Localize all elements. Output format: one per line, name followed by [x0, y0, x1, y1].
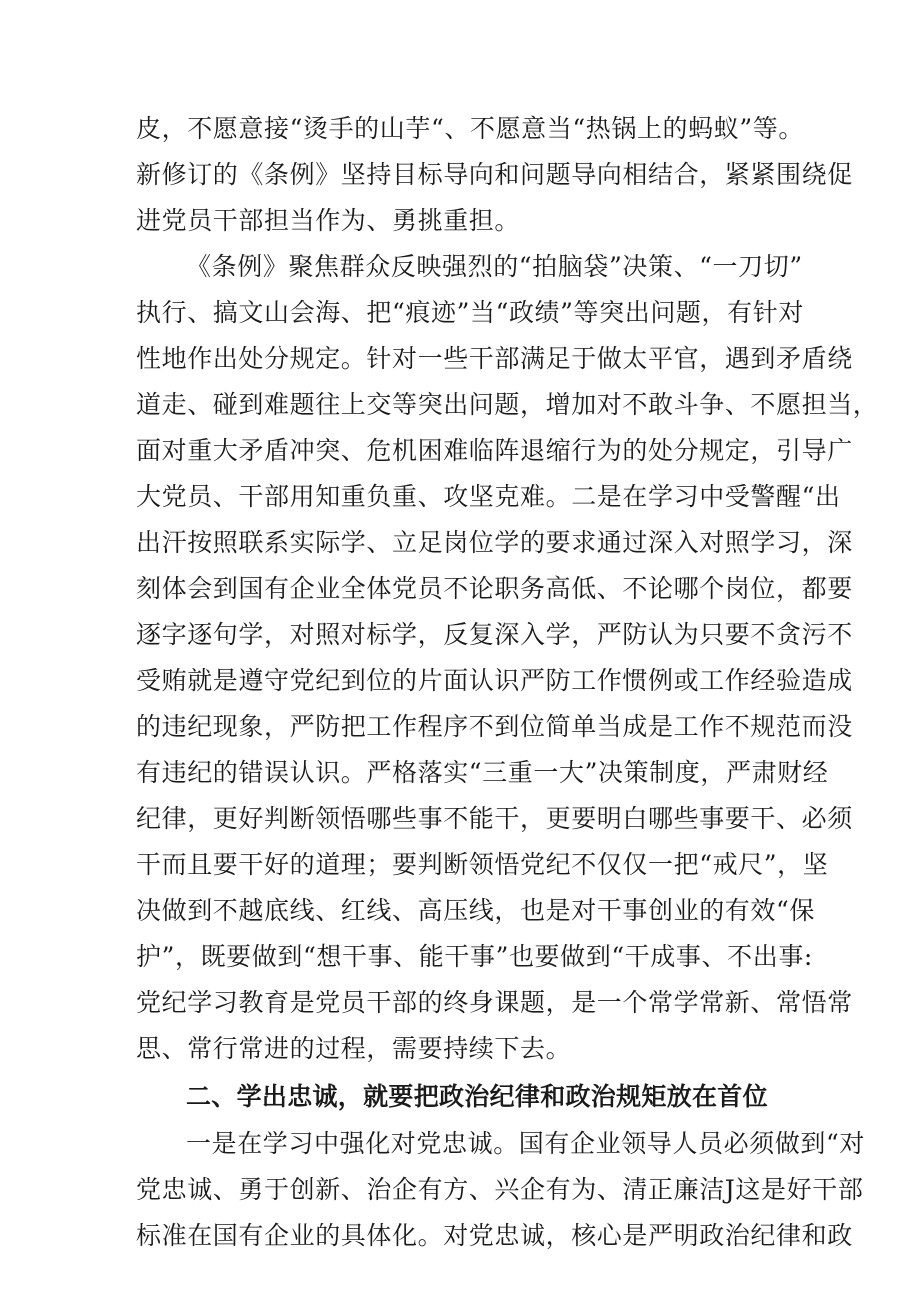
paragraph-line: 皮，不愿意接“烫手的山芋“、不愿意当“热锅上的蚂蚁”等。 [136, 114, 804, 143]
paragraph-line: 刻体会到国有企业全体党员不论职务高低、不论哪个岗位，都要 [136, 574, 853, 603]
paragraph-line: 决做到不越底线、红线、高压线，也是对干事创业的有效“保 [136, 896, 815, 925]
paragraph-line: 性地作出处分规定。针对一些干部满足于做太平官，遇到矛盾绕 [136, 344, 853, 373]
paragraph-line: 有违纪的错误认识。严格落实“三重一大”决策制度，严肃财经 [136, 758, 829, 787]
paragraph-line: 大党员、干部用知重负重、攻坚克难。二是在学习中受警醒“出 [136, 482, 841, 511]
paragraph-line: 纪律，更好判断领悟哪些事不能干，更要明白哪些事要干、必须 [136, 804, 853, 833]
paragraph-line: 的违纪现象，严防把工作程序不到位简单当成是工作不规范而没 [136, 712, 853, 741]
section-heading: 二、学出忠诚，就要把政治纪律和政治规矩放在首位 [186, 1082, 768, 1111]
paragraph-line: 一是在学习中强化对党忠诚。国有企业领导人员必须做到“对 [186, 1129, 865, 1158]
paragraph-line: 护”，既要做到“想干事、能干事”也要做到“干成事、不出事: [136, 942, 813, 971]
paragraph-line: 面对重大矛盾冲突、危机困难临阵退缩行为的处分规定，引导广 [136, 436, 853, 465]
paragraph-line: 受贿就是遵守党纪到位的片面认识严防工作惯例或工作经验造成 [136, 666, 853, 695]
paragraph-line: 道走、碰到难题往上交等突出问题，增加对不敢斗争、不愿担当， [136, 390, 879, 419]
paragraph-line: 执行、搞文山会海、把“痕迹”当“政绩”等突出问题，有针对 [136, 298, 804, 327]
paragraph-line: 出汗按照联系实际学、立足岗位学的要求通过深入对照学习，深 [136, 528, 853, 557]
paragraph-line: 逐字逐句学，对照对标学，反复深入学，严防认为只要不贪污不 [136, 620, 853, 649]
paragraph-line: 新修订的《条例》坚持目标导向和问题导向相结合，紧紧围绕促 [136, 160, 853, 189]
paragraph-line: 干而且要干好的道理；要判断领悟党纪不仅仅一把“戒尺”，坚 [136, 850, 829, 879]
paragraph-line: 思、常行常进的过程，需要持续下去。 [136, 1034, 572, 1063]
paragraph-line: 党忠诚、勇于创新、治企有方、兴企有为、清正廉洁J这是好干部 [136, 1175, 864, 1204]
paragraph-line: 党纪学习教育是党员干部的终身课题，是一个常学常新、常悟常 [136, 988, 853, 1017]
paragraph-line: 进党员干部担当作为、勇挑重担。 [136, 206, 521, 235]
paragraph-line: 标准在国有企业的具体化。对党忠诚，核心是严明政治纪律和政 [136, 1221, 853, 1250]
paragraph-line: 《条例》聚焦群众反映强烈的“拍脑袋”决策、“一刀切” [186, 252, 803, 281]
